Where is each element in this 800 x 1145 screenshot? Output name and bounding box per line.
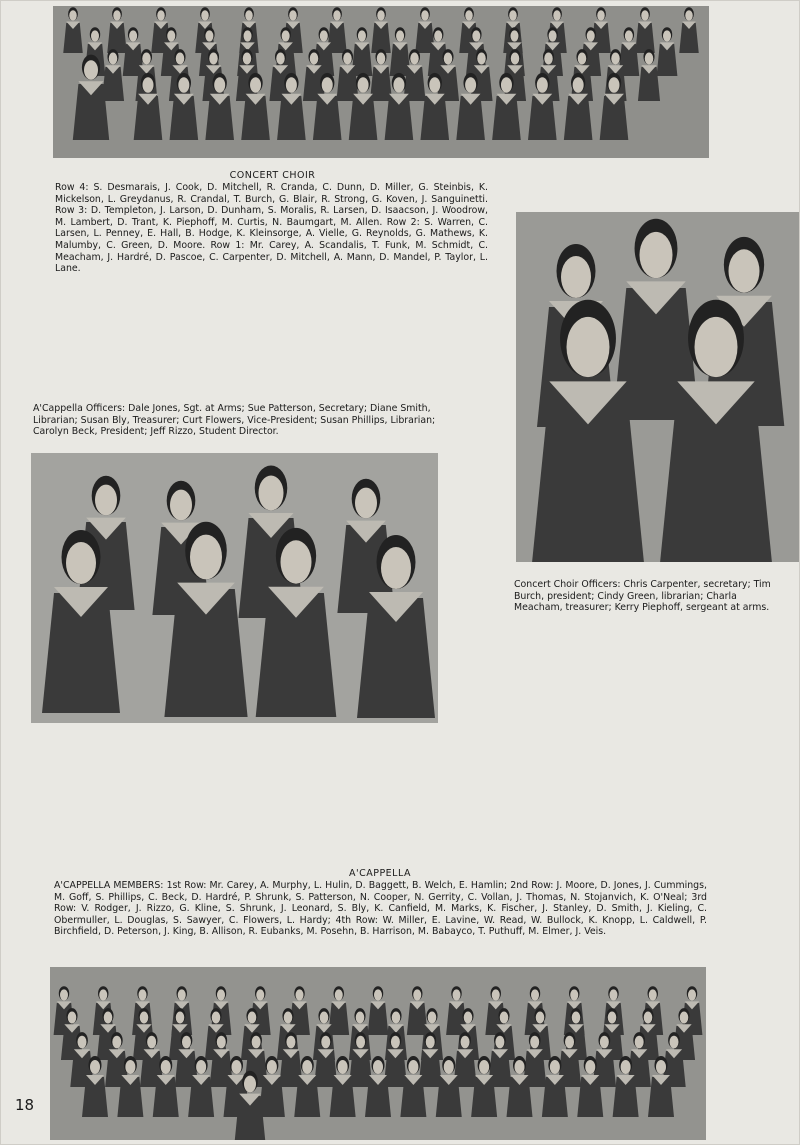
acappella-photo [50, 967, 706, 1140]
acappella-members: A'CAPPELLA MEMBERS: 1st Row: Mr. Carey, A. Murphy, L. Hulin, D. Baggett, B. Welch, E. Hamlin; 2nd Row: J. Moore, D. Jones, J. Cummings, M. Goff, S. Phillips, C. Beck, D. Hardré, P. Shrunk, S. Patterson, N. Cooper, N. Gerrity, C. Vollan, J. Thomas, N. Stojanvich, K. O'Neal; 3rd Row: V. Rodger, J. Rizzo, G. Kline, S. Shrunk, J. Leonard, S. Bly, K. Canfield, M. Marks, K. Fischer, J. Stanley, D. Smith, J. Kieling, C. Obermuller, L. Douglas, S. Sawyer, C. Flowers, L. Hardy; 4th Row: W. Miller, E. Lavine, W. Read, W. Bullock, K. Knopp, L. Caldwell, P. Birchfield, D. Peterson, J. King, B. Allison, R. Eubanks, M. Posehn, B. Harrison, M. Babayco, T. Puthuff, M. Elmer, J. Veis. [54, 880, 707, 938]
concert-choir-members: Row 4: S. Desmarais, J. Cook, D. Mitchell, R. Cranda, C. Dunn, D. Miller, G. Steinbis, K. Mickelson, L. Greydanus, R. Crandal, T. Burch, G. Blair, R. Strong, G. Koven, J. Sanguinetti. Row 3: D. Templeton, J. Larson, D. Dunham, S. Moralis, R. Larsen, D. Isaacson, J. Woodrow, M. Lambert, D. Trant, K. Piephoff, M. Curtis, N. Baumgart, M. Allen. Row 2: S. Warren, C. Larsen, L. Penney, E. Hall, B. Hodge, K. Kleinsorge, A. Vielle, G. Reynolds, G. Mathews, K. Malumby, C. Green, D. Moore. Row 1: Mr. Carey, A. Scandalis, T. Funk, M. Schmidt, C. Meacham, J. Hardré, D. Pascoe, C. Carpenter, D. Mitchell, A. Mann, D. Mandel, P. Taylor, L. Lane. [55, 182, 488, 275]
concert-choir-officers-photo [516, 212, 800, 562]
acappella-officers-caption: A'Cappella Officers: Dale Jones, Sgt. at Arms; Sue Patterson, Secretary; Diane Smith, Librarian; Susan Bly, Treasurer; Curt Flowers, Vice-President; Susan Phillips, Librarian; Carolyn Beck, President; Jeff Rizzo, Student Director. [33, 403, 436, 438]
acappella-title: A'CAPPELLA [348, 868, 411, 879]
page-number: 18 [15, 1096, 35, 1114]
acappella-officers-photo [31, 453, 438, 723]
concert-choir-title: CONCERT CHOIR [229, 170, 316, 181]
concert-choir-officers-caption: Concert Choir Officers: Chris Carpenter, secretary; Tim Burch, president; Cindy Green, librarian; Charla Meacham, treasurer; Kerry Piephoff, sergeant at arms. [514, 579, 771, 614]
concert-choir-photo [53, 6, 709, 158]
